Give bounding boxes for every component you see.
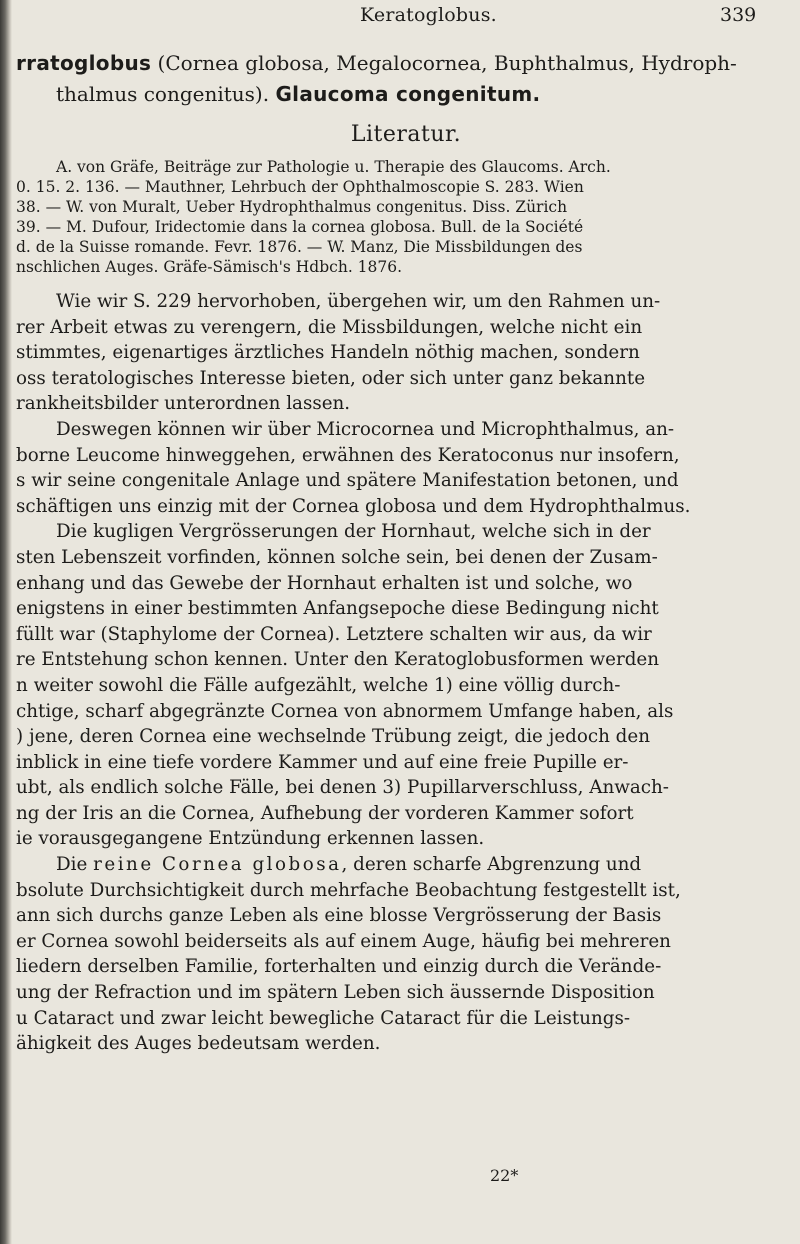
text-line: ) jene, deren Cornea eine wechselnde Trübung zeigt, die jedoch den (16, 726, 650, 748)
text-line: oss teratologisches Interesse bieten, oder sich unter ganz bekannte (16, 367, 646, 389)
text-line: Wie wir S. 229 hervorhoben, übergehen wir, um den Rahmen un- (56, 291, 661, 312)
chapter-title (16, 48, 756, 110)
text-fragment: , deren scharfe Abgrenzung und (341, 854, 642, 876)
text-line: re Entstehung schon kennen. Unter den Keratoglobusformen werden (16, 649, 660, 671)
paragraph-4 (16, 852, 756, 1057)
chapter-title-synonyms-cont: thalmus congenitus). (56, 82, 276, 106)
text-line: ie vorausgegangene Entzündung erkennen lassen. (16, 828, 485, 850)
text-line: Deswegen können wir über Microcornea und Microphthalmus, an- (56, 418, 675, 440)
text-line: schäftigen uns einzig mit der Cornea globosa und dem Hydrophthalmus. (16, 495, 691, 517)
text-line: rer Arbeit etwas zu verengern, die Missbildungen, welche nicht ein (16, 316, 643, 338)
chapter-title-glaucoma: Glaucoma congenitum. (275, 82, 541, 106)
reference-line: 38. — W. von Muralt, Ueber Hydrophthalmus congenitus. Diss. Zürich (16, 198, 568, 216)
text-line: ng der Iris an die Cornea, Aufhebung der vorderen Kammer sofort (16, 802, 634, 824)
text-line: s wir seine congenitale Anlage und spätere Manifestation betonen, und (16, 470, 679, 492)
page-binding-edge (0, 0, 12, 1244)
text-line: n weiter sowohl die Fälle aufgezählt, welche 1) eine völlig durch- (16, 674, 621, 696)
text-line: liedern derselben Familie, forterhalten und einzig durch die Verände- (16, 956, 662, 978)
running-header (0, 4, 800, 30)
chapter-title-line-1 (16, 48, 756, 79)
text-line: ubt, als endlich solche Fälle, bei denen 3) Pupillarverschluss, Anwach- (16, 777, 669, 799)
chapter-title-synonyms: (Cornea globosa, Megalocornea, Buphthalmus, Hydroph- (151, 51, 737, 75)
reference-line: nschlichen Auges. Gräfe-Sämisch's Hdbch. 1876. (16, 258, 403, 276)
emphasized-term: reine Cornea globosa (93, 854, 342, 876)
paragraph-1 (16, 289, 756, 417)
reference-line: A. von Gräfe, Beiträge zur Pathologie u. Therapie des Glaucoms. Arch. (56, 158, 611, 176)
literature-heading: Literatur. (350, 122, 462, 147)
reference-line: 39. — M. Dufour, Iridectomie dans la cornea globosa. Bull. de la Société (16, 218, 584, 236)
reference-line: 0. 15. 2. 136. — Mauthner, Lehrbuch der Ophthalmoscopie S. 283. Wien (16, 178, 584, 196)
reference-list (16, 157, 756, 277)
text-line: Die kugligen Vergrösserungen der Hornhaut, welche sich in der (56, 521, 651, 543)
paragraph-2 (16, 417, 756, 519)
text-line: ähigkeit des Auges bedeutsam werden. (16, 1033, 381, 1055)
text-line (16, 852, 756, 878)
text-line: er Cornea sowohl beiderseits als auf einem Auge, häufig bei mehreren (16, 930, 671, 952)
text-line: chtige, scharf abgegränzte Cornea von abnormem Umfange haben, als (16, 700, 674, 722)
paragraph-3 (16, 519, 756, 852)
text-line: bsolute Durchsichtigkeit durch mehrfache Beobachtung festgestellt ist, (16, 879, 681, 901)
text-line: sten Lebenszeit vorfinden, können solche sein, bei denen der Zusam- (16, 546, 658, 568)
text-line: borne Leucome hinweggehen, erwähnen des Keratoconus nur insofern, (16, 444, 680, 466)
signature-mark: 22* (490, 1166, 519, 1185)
page-number: 339 (720, 4, 757, 26)
text-line: enigstens in einer bestimmten Anfangsepoche diese Bedingung nicht (16, 598, 659, 620)
text-line: stimmtes, eigenartiges ärztliches Handeln nöthig machen, sondern (16, 342, 640, 364)
chapter-title-keyword: rratoglobus (16, 51, 152, 75)
text-line: enhang und das Gewebe der Hornhaut erhalten ist und solche, wo (16, 572, 633, 594)
text-line: ung der Refraction und im spätern Leben sich äussernde Disposition (16, 982, 655, 1004)
text-line: füllt war (Staphylome der Cornea). Letztere schalten wir aus, da wir (16, 623, 652, 645)
reference-line: d. de la Suisse romande. Fevr. 1876. — W. Manz, Die Missbildungen des (16, 238, 583, 256)
text-line: inblick in eine tiefe vordere Kammer und auf eine freie Pupille er- (16, 751, 629, 773)
page-body (16, 48, 756, 1057)
running-title: Keratoglobus. (360, 4, 497, 26)
chapter-title-line-2 (16, 79, 756, 110)
text-line: rankheitsbilder unterordnen lassen. (16, 393, 351, 415)
text-line: u Cataract und zwar leicht bewegliche Cataract für die Leistungs- (16, 1007, 631, 1029)
text-line: ann sich durchs ganze Leben als eine blosse Vergrösserung der Basis (16, 905, 662, 927)
text-fragment: Die (56, 854, 94, 876)
